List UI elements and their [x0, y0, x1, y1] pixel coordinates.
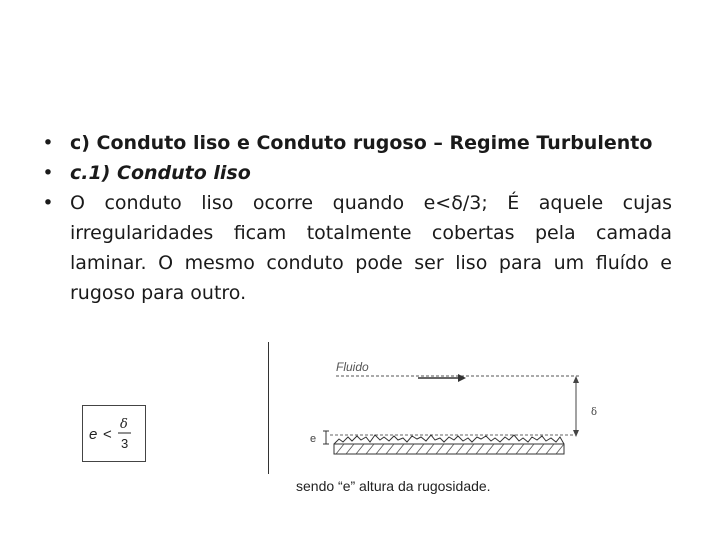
e-label: e — [310, 433, 317, 445]
bullet-marker: • — [42, 132, 54, 154]
diagram-caption: sendo “e” altura da rugosidade. — [296, 478, 491, 494]
bullet-marker: • — [42, 192, 54, 214]
formula-lhs: e — [89, 426, 98, 443]
formula-denominator: 3 — [121, 436, 129, 451]
separator-line — [268, 342, 269, 474]
delta-arrow-top — [573, 376, 579, 383]
delta-label: δ — [591, 407, 598, 418]
rugosity-diagram — [290, 345, 600, 470]
formula-operator: < — [103, 426, 112, 443]
definition-paragraph: O conduto liso ocorre quando e<δ/3; É aquele cujas irregularidades ficam totalmente cobertas pela camada laminar. O mesmo conduto pode ser liso para um fluído e rugoso para outro. — [70, 192, 672, 304]
section-heading: c) Conduto liso e Conduto rugoso – Regime Turbulento — [70, 132, 653, 154]
bullet-marker: • — [42, 162, 54, 184]
flow-arrow-head — [458, 374, 466, 382]
formula-numerator: δ — [120, 417, 128, 432]
bullet-item-paragraph — [42, 188, 672, 308]
fluid-label: Fluido — [336, 360, 369, 374]
subsection-heading: c.1) Conduto liso — [70, 162, 251, 184]
bullet-item-title — [42, 128, 672, 158]
formula-graphic — [83, 406, 145, 461]
delta-arrow-bottom — [573, 430, 579, 437]
bullet-item-subtitle — [42, 158, 672, 188]
bullet-list — [42, 128, 672, 308]
rough-surface-profile — [334, 435, 564, 444]
formula-box — [82, 405, 146, 462]
diagram-svg — [290, 345, 600, 470]
